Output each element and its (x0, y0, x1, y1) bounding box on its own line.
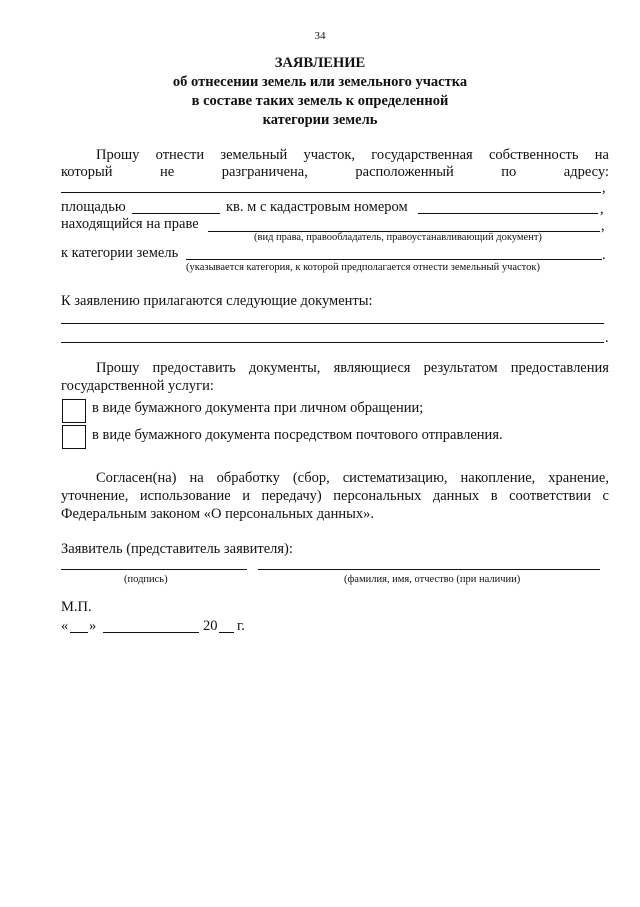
request-line-2 (61, 164, 609, 181)
right-hint: (вид права, правообладатель, правоустанавливающий документ) (254, 232, 542, 243)
date-month-field[interactable] (103, 632, 199, 633)
request-line-1 (96, 147, 609, 164)
cadastre-comma: , (600, 201, 604, 217)
word: и (242, 488, 250, 504)
word: с (602, 488, 609, 504)
title-line-4: категории земель (262, 112, 378, 128)
word: накопление, (460, 470, 536, 486)
date-year-suffix: г. (237, 618, 245, 634)
attachments-label: К заявлению прилагаются следующие документы: (61, 293, 373, 309)
word: Согласен(на) (96, 470, 177, 486)
word: участок, (303, 147, 355, 163)
word: предоставить (152, 360, 236, 376)
word: хранение, (548, 470, 609, 486)
stamp-label: М.П. (61, 599, 92, 615)
page-number: 34 (314, 30, 326, 42)
consent-line-3: Федеральным законом «О персональных данных». (61, 506, 374, 522)
attachments-period: . (605, 330, 609, 346)
word: отнести (155, 147, 205, 163)
word: документы, (248, 360, 321, 376)
by-post-option-label: в виде бумажного документа посредством почтового отправления. (92, 427, 503, 443)
title-line-3: в составе таких земель к определенной (191, 93, 449, 109)
right-label: находящийся на праве (61, 216, 199, 232)
by-post-checkbox[interactable] (62, 425, 86, 449)
date-year-field[interactable] (219, 632, 234, 633)
date-open-quote: « (61, 618, 69, 634)
right-comma: , (601, 218, 605, 234)
word: собственность (488, 147, 579, 163)
word: предоставления (510, 360, 609, 376)
word: на (594, 147, 609, 163)
category-hint: (указывается категория, к которой предполагается отнести земельный участок) (186, 262, 540, 273)
cadastre-number-field[interactable] (418, 213, 598, 214)
word: обработку (216, 470, 280, 486)
word: расположенный (355, 164, 454, 180)
area-label: площадью (61, 199, 126, 215)
word: по (501, 164, 517, 180)
word: адресу: (563, 164, 609, 180)
delivery-line-2: государственной услуги: (61, 378, 214, 394)
attachments-field-1[interactable] (61, 323, 604, 324)
full-name-hint: (фамилия, имя, отчество (при наличии) (344, 574, 521, 585)
applicant-label: Заявитель (представитель заявителя): (61, 541, 293, 557)
word: результатом (423, 360, 498, 376)
signature-hint: (подпись) (124, 574, 168, 585)
word: (сбор, (292, 470, 330, 486)
consent-line-2 (61, 488, 609, 505)
category-field[interactable] (186, 259, 602, 260)
word: на (189, 470, 204, 486)
date-close-quote: » (89, 618, 97, 634)
address-comma: , (602, 180, 606, 196)
area-field[interactable] (132, 213, 220, 214)
signature-field[interactable] (61, 569, 247, 570)
category-label: к категории земель (61, 245, 179, 261)
word: государственная (371, 147, 473, 163)
word: который (61, 164, 113, 180)
word: Прошу (96, 360, 140, 376)
delivery-line-1 (96, 360, 609, 377)
consent-line-1 (96, 470, 609, 487)
word: земельный (220, 147, 288, 163)
word: передачу) (261, 488, 322, 504)
attachments-field-2[interactable] (61, 342, 604, 343)
document-title: ЗАЯВЛЕНИЕ (274, 55, 366, 71)
address-field[interactable] (61, 192, 601, 193)
full-name-field[interactable] (258, 569, 600, 570)
title-line-2: об отнесении земель или земельного участка (172, 74, 468, 90)
date-day-field[interactable] (70, 632, 88, 633)
word: являющиеся (333, 360, 411, 376)
date-year-prefix: 20 (203, 618, 218, 634)
word: использование (139, 488, 231, 504)
word: в (490, 488, 498, 504)
word: разграничена, (221, 164, 308, 180)
word: соответствии (509, 488, 592, 504)
in-person-checkbox[interactable] (62, 399, 86, 423)
category-period: . (602, 247, 606, 263)
word: персональных (333, 488, 422, 504)
in-person-option-label: в виде бумажного документа при личном обращении; (92, 400, 424, 416)
word: Прошу (96, 147, 140, 163)
word: уточнение, (61, 488, 129, 504)
cadastre-label: кв. м с кадастровым номером (226, 199, 408, 215)
word: данных (432, 488, 480, 504)
word: систематизацию, (342, 470, 448, 486)
word: не (160, 164, 175, 180)
